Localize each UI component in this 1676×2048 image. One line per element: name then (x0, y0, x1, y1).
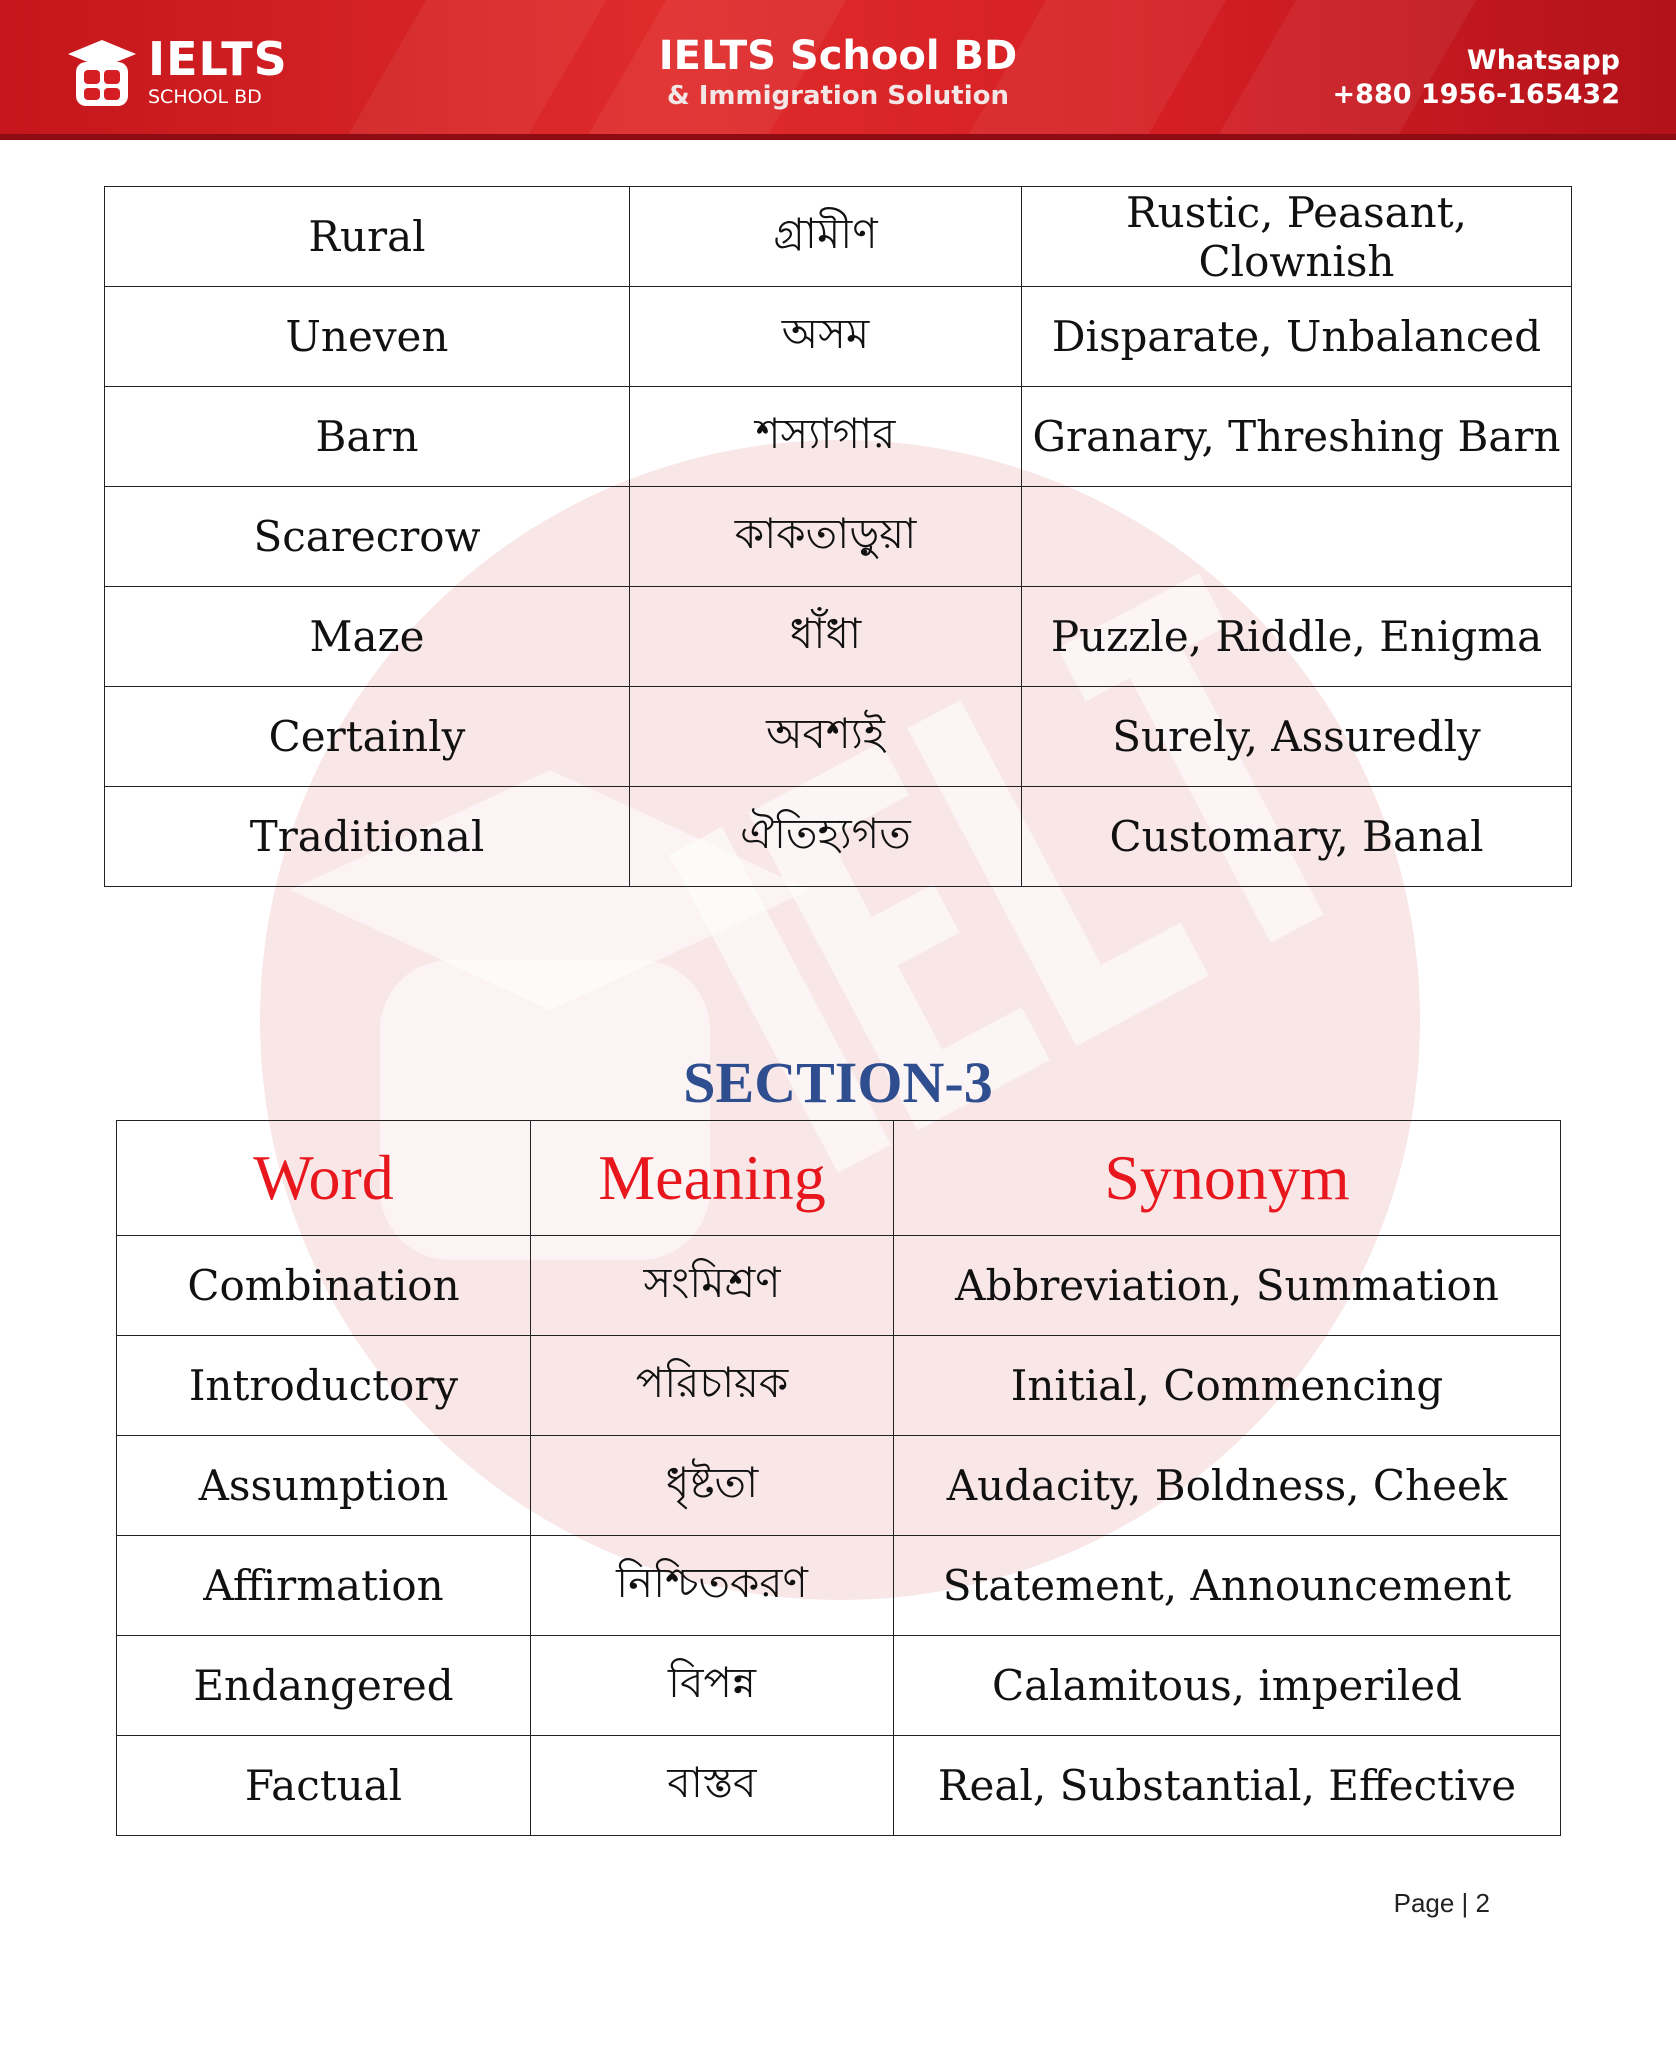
synonym-cell: Rustic, Peasant, Clownish (1022, 187, 1572, 287)
word-cell: Certainly (105, 687, 630, 787)
brand-title: IELTS School BD (658, 33, 1018, 79)
header-meaning: Meaning (531, 1121, 894, 1236)
header-synonym: Synonym (894, 1121, 1561, 1236)
synonym-cell: Initial, Commencing (894, 1336, 1561, 1436)
contact-label: Whatsapp (1466, 45, 1620, 76)
meaning-cell: অসম (630, 287, 1022, 387)
meaning-cell: পরিচায়ক (531, 1336, 894, 1436)
meaning-cell: ঐতিহ্যগত (630, 787, 1022, 887)
meaning-cell: বিপন্ন (531, 1636, 894, 1736)
page-number: Page | 2 (1393, 1888, 1490, 1918)
synonym-cell: Disparate, Unbalanced (1022, 287, 1572, 387)
meaning-cell: ধাঁধা (630, 587, 1022, 687)
table-row (105, 387, 1572, 487)
synonym-cell: Real, Substantial, Effective (894, 1736, 1561, 1836)
table-row (117, 1736, 1561, 1836)
word-cell: Combination (117, 1236, 531, 1336)
word-cell: Scarecrow (105, 487, 630, 587)
table-row (105, 487, 1572, 587)
vocab-table-section-3 (116, 1120, 1561, 1836)
word-cell: Assumption (117, 1436, 531, 1536)
table-row (117, 1636, 1561, 1736)
word-cell: Traditional (105, 787, 630, 887)
section-title: SECTION-3 (683, 1050, 993, 1115)
meaning-cell: বাস্তব (531, 1736, 894, 1836)
meaning-cell: কাকতাড়ুয়া (630, 487, 1022, 587)
table-row (105, 287, 1572, 387)
table-row (105, 187, 1572, 287)
synonym-cell: Calamitous, imperiled (894, 1636, 1561, 1736)
table-row (117, 1336, 1561, 1436)
table-row (105, 587, 1572, 687)
table-row (117, 1436, 1561, 1536)
word-cell: Introductory (117, 1336, 531, 1436)
synonym-cell: Surely, Assuredly (1022, 687, 1572, 787)
table-row (105, 687, 1572, 787)
word-cell: Endangered (117, 1636, 531, 1736)
synonym-cell: Puzzle, Riddle, Enigma (1022, 587, 1572, 687)
synonym-cell: Abbreviation, Summation (894, 1236, 1561, 1336)
meaning-cell: শস্যাগার (630, 387, 1022, 487)
word-cell: Maze (105, 587, 630, 687)
vocab-table-continued (104, 186, 1572, 887)
logo-subtitle: SCHOOL BD (148, 86, 262, 108)
logo-name: IELTS (148, 32, 288, 86)
table-row (117, 1236, 1561, 1336)
synonym-cell: Statement, Announcement (894, 1536, 1561, 1636)
header-word: Word (117, 1121, 531, 1236)
brand-subtitle: & Immigration Solution (667, 81, 1009, 111)
synonym-cell: Customary, Banal (1022, 787, 1572, 887)
meaning-cell: গ্রামীণ (630, 187, 1022, 287)
table-header-row (117, 1121, 1561, 1236)
meaning-cell: অবশ্যই (630, 687, 1022, 787)
header-banner (0, 0, 1676, 140)
meaning-cell: ধৃষ্টতা (531, 1436, 894, 1536)
word-cell: Affirmation (117, 1536, 531, 1636)
contact-number: +880 1956-165432 (1332, 79, 1620, 110)
word-cell: Factual (117, 1736, 531, 1836)
synonym-cell: Audacity, Boldness, Cheek (894, 1436, 1561, 1536)
meaning-cell: সংমিশ্রণ (531, 1236, 894, 1336)
table-row (105, 787, 1572, 887)
word-cell: Uneven (105, 287, 630, 387)
table-row (117, 1536, 1561, 1636)
synonym-cell (1022, 487, 1572, 587)
word-cell: Barn (105, 387, 630, 487)
synonym-cell: Granary, Threshing Barn (1022, 387, 1572, 487)
meaning-cell: নিশ্চিতকরণ (531, 1536, 894, 1636)
word-cell: Rural (105, 187, 630, 287)
contact-info (1333, 44, 1620, 112)
